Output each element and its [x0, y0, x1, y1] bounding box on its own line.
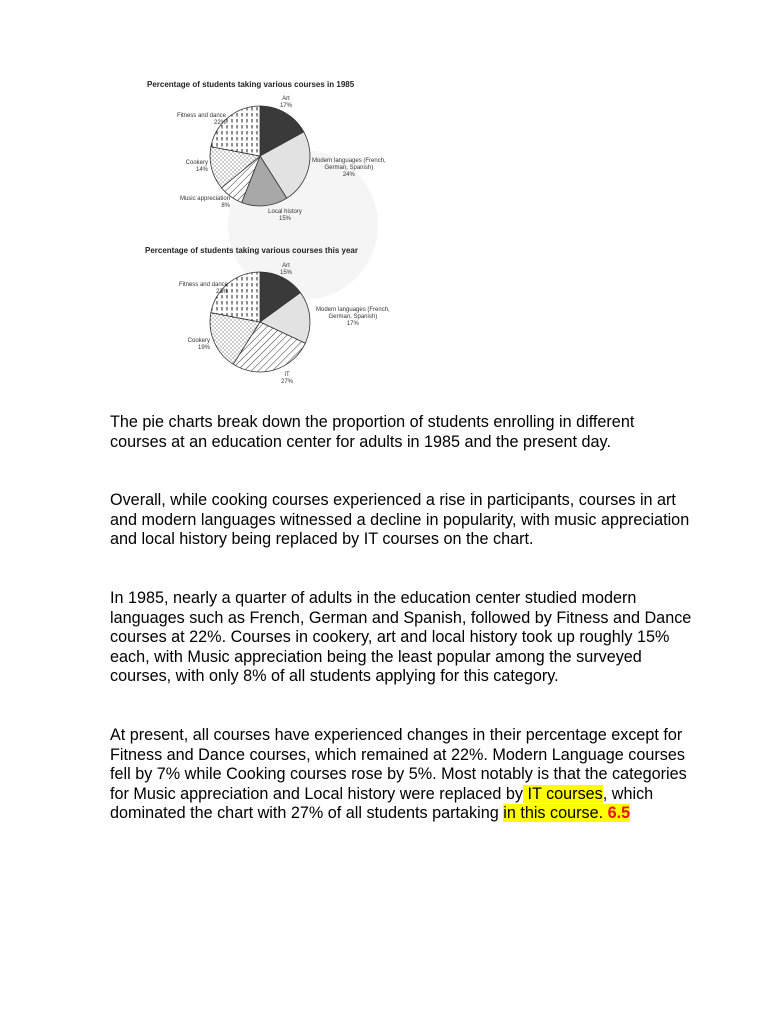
essay-paragraph-4-text-a: At present, all courses have experienced changes in their percentage except for Fitness and Dance courses, which remained at 22%. Modern Language courses fell by 7% while Cooking courses rose by 5%. Most notably is that the categories for Music appreciation and Local history were replaced by	[110, 726, 687, 803]
highlight-it-courses: IT courses	[523, 784, 603, 803]
slice-label: Modern languages (French, German, Spanish) 24%	[312, 158, 386, 178]
highlight-in-this-course: in this course.	[503, 804, 608, 823]
chart-title-this-year: Percentage of students taking various courses this year	[145, 246, 358, 255]
band-score: 6.5	[607, 804, 631, 823]
slice-label: Music appreciation 8%	[179, 196, 230, 209]
slice-label: Fitness and dance 22%	[176, 113, 226, 126]
essay-paragraph-4	[110, 726, 695, 824]
essay-paragraph-4-text-b: , which dominated the chart with 27% of all students partaking	[110, 784, 654, 823]
slice-label: Fitness and dance 22%	[178, 282, 228, 295]
slice-label: Local history 15%	[268, 209, 302, 222]
slice-label: Art 15%	[279, 263, 292, 276]
essay-paragraph-1: The pie charts break down the proportion of students enrolling in different courses at an education center for adults in 1985 and the present day.	[110, 413, 635, 451]
essay-paragraph-3: In 1985, nearly a quarter of adults in the education center studied modern languages such as French, German and Spanish, followed by Fitness and Dance courses at 22%. Courses in cookery, art and local history took up roughly 15% each, with Music appreciation being the least popular among the surveyed courses, with only 8% of all students applying for this category.	[110, 589, 692, 686]
chart-title-1985: Percentage of students taking various courses in 1985	[147, 80, 355, 89]
slice-label: Modern languages (French, German, Spanish) 17%	[316, 307, 390, 327]
slice-label: Cookery 19%	[187, 338, 210, 351]
slice-label: IT 27%	[280, 372, 293, 385]
essay-paragraph-2: Overall, while cooking courses experienced a rise in participants, courses in art and modern languages witnessed a decline in popularity, with music appreciation and local history being replaced by IT courses on the chart.	[110, 491, 690, 549]
slice-label: Cookery 14%	[185, 160, 208, 173]
slice-label: Art 17%	[279, 96, 292, 109]
